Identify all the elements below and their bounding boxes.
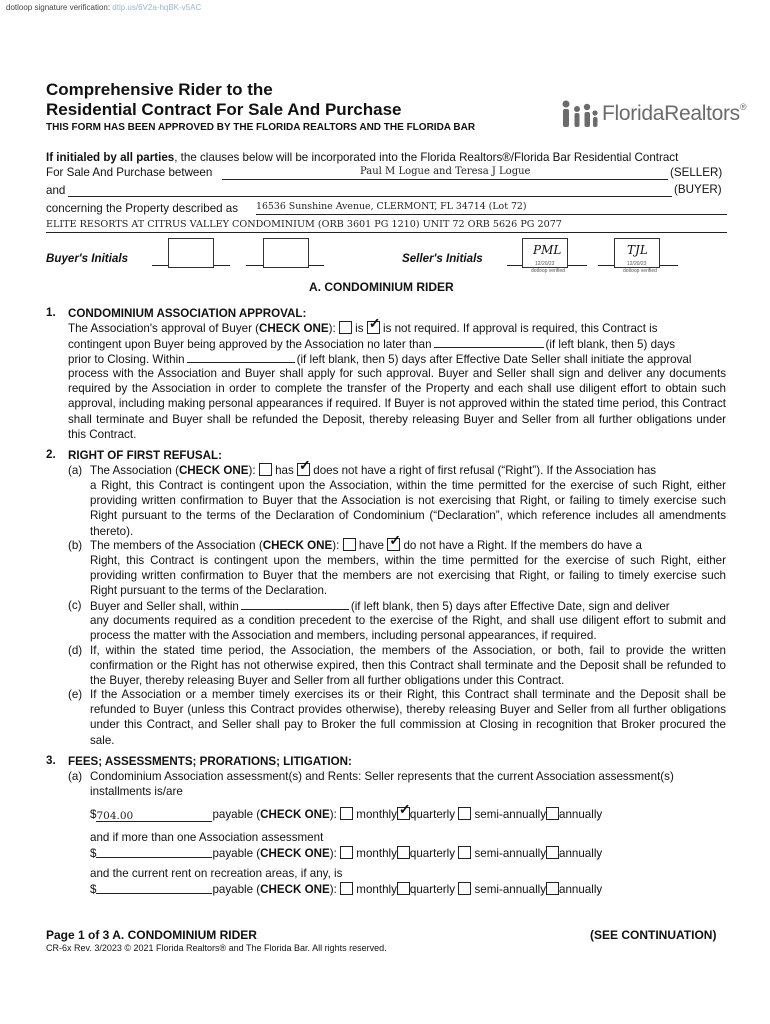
row3-semi-annually-checkbox[interactable]: [458, 882, 471, 895]
s2c-days-field[interactable]: [241, 598, 349, 610]
s2c-body: any documents required as a condition precedent to the exercise of the Right, and shall use diligent effort to submit and process the matter with the Association and members, including personal appearances, if required.: [90, 614, 726, 643]
assessment-row-2: $ payable (CHECK ONE): monthly quarterly semi-annually annually: [90, 847, 603, 860]
seller-2-verified: dotloop verified: [623, 268, 657, 274]
s2a-line-1: The Association (CHECK ONE): has ✓ does not have a right of first refusal (“Right”). If the Association has: [90, 463, 656, 478]
intro-line-1: [46, 150, 678, 165]
s2b-label: (b): [68, 539, 83, 552]
row2-semi-annually-checkbox[interactable]: [458, 846, 471, 859]
family-figures-icon: [560, 98, 600, 132]
florida-realtors-logo: [560, 98, 747, 134]
seller-initial-box-1[interactable]: [522, 238, 568, 274]
s1-line-2: contingent upon Buyer being approved by the Association no later than (if left blank, then 5) days: [68, 338, 676, 351]
s1-approval-days-field[interactable]: [434, 336, 544, 348]
form-title: [46, 80, 402, 120]
second-assessment-amount-field[interactable]: [96, 845, 212, 858]
s2b-have-checkbox[interactable]: [343, 538, 356, 551]
recreation-rent-amount-field[interactable]: [96, 881, 212, 894]
s2e-label: (e): [68, 688, 83, 701]
dotloop-verification: [6, 3, 201, 12]
s2d-body: If, within the stated time period, the Association, the members of the Association, or both, fail to provide the written confirmation or the Right has not otherwise expired, then this Contract shall terminate and the Deposit shall be refunded to the Buyer, thereby releasing Buyer and Seller from all further obligations under this Contract.: [90, 644, 726, 688]
copyright-notice: CR-6x Rev. 3/2023 © 2021 Florida Realtors® and The Florida Bar. All rights reserved.: [46, 943, 387, 953]
seller-1-verified: dotloop verified: [531, 268, 565, 274]
s2a-has-checkbox[interactable]: [259, 463, 272, 476]
s3a-label: (a): [68, 770, 83, 783]
title-line-1: Comprehensive Rider to the: [46, 80, 273, 99]
s2c-label: (c): [68, 599, 82, 612]
s2d-label: (d): [68, 644, 83, 657]
buyer-initial-box-2[interactable]: [263, 238, 309, 268]
logo-text: FloridaRealtors®: [602, 102, 747, 125]
s2b-do-not-have-checkbox[interactable]: [387, 538, 400, 551]
s1-number: 1.: [46, 306, 56, 319]
s3-heading: FEES; ASSESSMENTS; PRORATIONS; LITIGATION:: [68, 755, 352, 768]
property-line-1-rule: [256, 214, 727, 215]
seller-label: (SELLER): [670, 166, 723, 179]
verification-label: dotloop signature verification:: [6, 3, 111, 12]
row1-annually-checkbox[interactable]: [546, 807, 559, 820]
buyer-name-field[interactable]: [68, 196, 672, 197]
seller-name-line: [222, 179, 668, 180]
seller-initial-box-2[interactable]: [614, 238, 660, 274]
row3-annually-checkbox[interactable]: [546, 882, 559, 895]
more-assessment-label: and if more than one Association assessment: [90, 831, 324, 844]
row1-semi-annually-checkbox[interactable]: [458, 807, 471, 820]
verification-link[interactable]: dtlp.us/6V2a-hqBK-v5AC: [112, 3, 202, 12]
assessment-amount-field[interactable]: 704.00: [96, 809, 212, 822]
intro-lead: If initialed by all parties: [46, 151, 175, 164]
row3-monthly-checkbox[interactable]: [340, 882, 353, 895]
seller-name-field[interactable]: Paul M Logue and Teresa J Logue: [360, 166, 531, 177]
s2-heading: RIGHT OF FIRST REFUSAL:: [68, 449, 222, 462]
property-line-2-rule: [46, 232, 727, 233]
s2e-body: If the Association or a member timely exercises its or their Right, this Contract shall terminate and the Deposit shall be refunded to Buyer (unless this Contract provides otherwise), thereby releasing Buyer and Seller from all further obligations under this Contract, and Seller shall pay to Broker the full commission at Closing in recognition that Broker procured the sale.: [90, 688, 726, 747]
seller-initials-label: Seller's Initials: [402, 252, 483, 265]
property-description-2[interactable]: ELITE RESORTS AT CITRUS VALLEY CONDOMINIUM (ORB 3601 PG 1210) UNIT 72 ORB 5626 PG 2077: [46, 219, 562, 230]
s1-is-not-checkbox[interactable]: [367, 321, 380, 334]
assessment-row-3: $ payable (CHECK ONE): monthly quarterly semi-annually annually: [90, 883, 603, 896]
s3a-line-1: Condominium Association assessment(s) and Rents: Seller represents that the current Association assessment(s): [90, 770, 674, 783]
s2b-body: Right, this Contract is contingent upon the members, within the time permitted for the exercise of such Right, either providing written confirmation to Buyer that the members are not exercising that Right, or failing to timely exercise such Right pursuant to the terms of the Declaration.: [90, 554, 726, 598]
row2-annually-checkbox[interactable]: [546, 846, 559, 859]
page-footer-label: Page 1 of 3 A. CONDOMINIUM RIDER: [46, 928, 257, 942]
and-label: and: [46, 184, 66, 197]
buyer-initial-box-1[interactable]: [168, 238, 214, 268]
buyer-label: (BUYER): [674, 183, 722, 196]
s2b-line-1: The members of the Association (CHECK ONE): have ✓ do not have a Right. If the members do have a: [90, 538, 642, 553]
seller-1-date: 12/20/23: [535, 261, 555, 267]
assessment-row-1: $704.00 payable (CHECK ONE): monthly✓ quarterly semi-annually annually: [90, 807, 602, 822]
approval-statement: THIS FORM HAS BEEN APPROVED BY THE FLORIDA REALTORS AND THE FLORIDA BAR: [46, 122, 476, 133]
intro-line-2: For Sale And Purchase between: [46, 166, 213, 179]
row1-monthly-checkbox[interactable]: [340, 807, 353, 820]
title-line-2: Residential Contract For Sale And Purchase: [46, 100, 402, 119]
row2-monthly-checkbox[interactable]: [340, 846, 353, 859]
section-a-title: A. CONDOMINIUM RIDER: [309, 280, 454, 294]
row1-quarterly-checkbox[interactable]: [397, 807, 410, 820]
property-description-1[interactable]: 16536 Sunshine Avenue, CLERMONT, FL 34714 (Lot 72): [256, 201, 527, 212]
s3a-line-2: installments is/are: [90, 785, 183, 798]
s2c-line-1: Buyer and Seller shall, within (if left blank, then 5) days after Effective Date, sign and deliver: [90, 600, 670, 613]
seller-2-date: 12/20/23: [627, 261, 647, 267]
s1-is-checkbox[interactable]: [339, 321, 352, 334]
s2a-label: (a): [68, 464, 83, 477]
intro-rest: , the clauses below will be incorporated into the Florida Realtors®/Florida Bar Residential Contract: [174, 151, 679, 164]
seller-1-initials: PML: [533, 243, 562, 257]
s3-number: 3.: [46, 754, 56, 767]
row2-quarterly-checkbox[interactable]: [397, 846, 410, 859]
s1-line-1: The Association's approval of Buyer (CHECK ONE): is ✓ is not required. If approval is required, this Contract is: [68, 321, 658, 336]
s2a-does-not-have-checkbox[interactable]: [297, 463, 310, 476]
s1-initiate-days-field[interactable]: [187, 351, 295, 363]
recreation-rent-label: and the current rent on recreation areas, if any, is: [90, 867, 343, 880]
seller-2-initials: TJL: [627, 243, 648, 257]
s2a-body: a Right, this Contract is contingent upon the Association, within the time permitted for the exercise of such Right, either providing written confirmation to Buyer that the Association is not exercising that Right, or failing to timely exercise such Right pursuant to the terms of the Declaration of Condominium (“Declaration”, which reference includes all amendments thereto).: [90, 479, 726, 538]
s1-line-3: prior to Closing. Within (if left blank, then 5) days after Effective Date Seller shall initiate the approval: [68, 353, 692, 366]
s2-number: 2.: [46, 448, 56, 461]
s1-heading: CONDOMINIUM ASSOCIATION APPROVAL:: [68, 307, 307, 320]
row3-quarterly-checkbox[interactable]: [397, 882, 410, 895]
see-continuation: (SEE CONTINUATION): [590, 928, 717, 942]
buyer-initials-label: Buyer's Initials: [46, 252, 129, 265]
property-label: concerning the Property described as: [46, 202, 239, 215]
s1-body: process with the Association and Buyer shall apply for such approval. Buyer and Seller shall sign and deliver any documents required by the Association in order to complete the transfer of the Property and each shall use diligent effort to obtain such approval, including making personal appearances if required. If Buyer is not approved within the stated time period, this Contract shall terminate and Buyer shall be refunded the Deposit, thereby releasing Buyer and Seller from all further obligations under this Contract.: [68, 367, 726, 441]
